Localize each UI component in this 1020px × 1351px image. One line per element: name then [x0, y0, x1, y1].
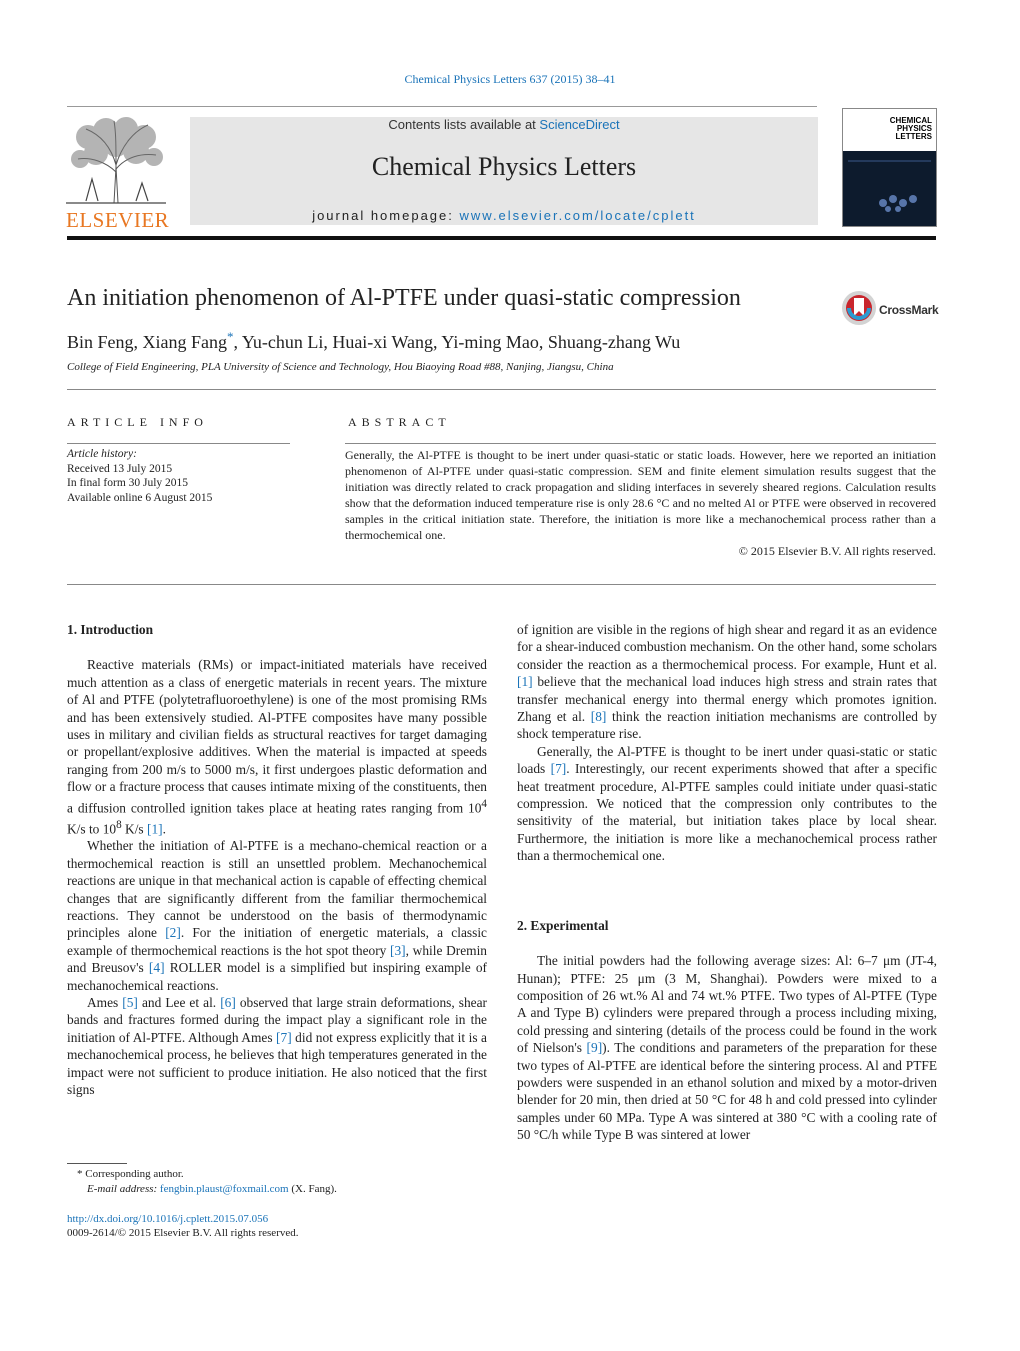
body-left-column [67, 621, 487, 1099]
abstract-block [345, 447, 936, 559]
article-info-rule [67, 443, 290, 444]
abstract-copyright: © 2015 Elsevier B.V. All rights reserved. [738, 544, 936, 558]
body-right-column [517, 621, 937, 1144]
header-thick-rule [67, 236, 936, 240]
cover-molecule-icon [843, 151, 936, 226]
online-date: Available online 6 August 2015 [67, 491, 213, 504]
final-form-date: In final form 30 July 2015 [67, 477, 189, 489]
author-list: Bin Feng, Xiang Fang*, Yu-chun Li, Huai-xi Wang, Yi-ming Mao, Shuang-zhang Wu [67, 329, 681, 352]
reference-link[interactable]: [5] [122, 995, 138, 1011]
paragraph: Reactive materials (RMs) or impact-initiated materials have received much attention as a class of energetic materials in recent years. The mixture of Al and PTFE (polytetrafluoroethylene) is one of the most promising RMs and has been extensively studied. Al-PTFE composites have many possible uses in military and civilian fields as structural reactives for target damaging or propellant/explosive additives. When the material is impacted at speeds ranging from 200 m/s to 5000 m/s, it first undergoes plastic deformation and flow or a fracture process that causes intimate mixing of the constituents, then a diffusion controlled ignition takes place at heating rates ranging from $10^4$ K/s to $10^8$ K/s [1]. [67, 657, 487, 836]
footnote: * Corresponding author. E-mail address: fengbin.plaust@foxmail.com (X. Fang). [77, 1168, 337, 1195]
article-history: Article history: Received 13 July 2015 In final form 30 July 2015 Available online 6 August 2015 [67, 448, 213, 504]
section-rule [67, 389, 936, 390]
journal-citation[interactable]: Chemical Physics Letters 637 (2015) 38–41 [404, 72, 616, 86]
journal-banner [190, 117, 818, 225]
footnote-rule [67, 1163, 127, 1164]
reference-link[interactable]: [9] [586, 1040, 603, 1056]
reference-link[interactable]: [7] [276, 1029, 292, 1045]
elsevier-wordmark: ELSEVIER [66, 208, 170, 232]
doi-link[interactable]: http://dx.doi.org/10.1016/j.cplett.2015.07.056 [67, 1213, 269, 1225]
abstract-heading: ABSTRACT [348, 415, 451, 429]
author-affiliation: College of Field Engineering, PLA University of Science and Technology, Hou Biaoying Road #88, Nanjing, Jiangsu, China [67, 361, 614, 373]
section-heading-experimental: 2. Experimental [517, 917, 609, 933]
paragraph: Generally, the Al-PTFE is thought to be inert under quasi-static or static loads [7]. Interestingly, our recent experiments showed that after a specific heat treatment procedure, Al-PTFE samples could initiate under quasi-static compression. We noticed that the compression only contributes to the sensitivity of the material, but initiation takes place by local shear. Furthermore, the initiation is more like a mechanochemical process rather than a thermochemical one. [517, 743, 937, 864]
author-email-link[interactable]: fengbin.plaust@foxmail.com [159, 1183, 289, 1195]
paragraph: Ames [5] and Lee et al. [6] observed that large strain deformations, shear bands and fractures formed during the impact play a significant role in the initiation of Al-PTFE. Although Ames [7] did not express explicitly that it is a mechanochemical process, he believes that high temperatures generated in the impact were not sufficient to produce initiation. He also noticed that the first signs [67, 995, 487, 1098]
paragraph: of ignition are visible in the regions of high shear and regard it as an evidence for a shear-induced combustion mechanism. On the other hand, some scholars consider the reaction as a thermochemical process. For example, Hunt et al. [1] believe that the mechanical load induces high stress and strain rates that transfer mechanical energy into thermal energy which promotes ignition. Zhang et al. [8] think the reaction initiation mechanisms are controlled by shock temperature rise. [517, 622, 938, 742]
crossmark-badge[interactable] [841, 290, 941, 328]
crossmark-icon [841, 290, 877, 326]
journal-cover-image[interactable] [842, 108, 937, 227]
journal-homepage-link[interactable]: www.elsevier.com/locate/cplett [459, 208, 696, 223]
header-rule [67, 106, 817, 107]
doi-block [67, 1212, 299, 1240]
contents-line: Contents lists available at ScienceDirect [388, 117, 620, 132]
reference-link[interactable]: [8] [590, 709, 607, 725]
section-heading-introduction: 1. Introduction [67, 622, 154, 637]
reference-link[interactable]: [3] [390, 942, 406, 958]
journal-title: Chemical Physics Letters [371, 152, 637, 181]
paragraph: The initial powders had the following average sizes: Al: 6–7 μm (JT-4, Hunan); PTFE: 25 μm (3 M, Shanghai). Powders were mixed to a composition of 26 wt.% Al and 74 wt.% PTFE. Two types of Al-PTFE (Type A and Type B) cylinders were prepared through a process including mixing, cold pressing and sintering (details of the process could be found in the work of Nielson's [9]). The conditions and parameters of the preparation for these two types of Al-PTFE are identical before the sintering process. Al and PTFE powders were suspended in an ethanol solution and mixed by a motor-driven blender for 20 min, then dried at 50 °C for 48 h and cold pressed into cylinder samples under 60 MPa. Type A was sintered at 380 °C with a cooling rate of 50 °C/h while Type B was sintered at lower [517, 953, 937, 1143]
received-date: Received 13 July 2015 [67, 462, 173, 475]
issn-copyright: 0009-2614/© 2015 Elsevier B.V. All rights reserved. [67, 1227, 299, 1239]
section-rule [67, 584, 936, 585]
article-title: An initiation phenomenon of Al-PTFE under quasi-static compression [67, 285, 741, 311]
reference-link[interactable]: [6] [220, 995, 236, 1011]
homepage-line: journal homepage: www.elsevier.com/locate/cplett [312, 208, 696, 223]
paragraph: Whether the initiation of Al-PTFE is a mechano-chemical reaction or a thermochemical reaction is still an unsettled problem. Mechanochemical reactions are unique in that mechanical action is capable of effecting chemical changes that are significantly different from the familiar thermochemical reactions. They cannot be understood on the basis of thermodynamic principles alone [2]. For the initiation of energetic materials, a classic example of thermochemical reactions is the hot spot theory [3], while Dremin and Breusov's [4] ROLLER model is a simplified but inspiring example of mechanochemical reactions. [67, 838, 488, 993]
cover-title: CHEMICAL PHYSICS LETTERS [889, 116, 932, 141]
sciencedirect-link[interactable]: ScienceDirect [539, 117, 620, 132]
reference-link[interactable]: [2] [165, 925, 181, 941]
abstract-rule [345, 443, 936, 444]
corresponding-author-marker[interactable]: * [227, 329, 234, 344]
crossmark-label: CrossMark [879, 303, 939, 317]
elsevier-tree-icon [66, 117, 166, 205]
elsevier-logo[interactable] [66, 117, 170, 232]
reference-link[interactable]: [7] [550, 761, 567, 777]
article-info-heading: ARTICLE INFO [67, 415, 208, 429]
reference-link[interactable]: [1] [517, 674, 533, 690]
reference-link[interactable]: [4] [148, 960, 165, 976]
reference-link[interactable]: [1] [147, 821, 163, 836]
abstract-text: Generally, the Al-PTFE is thought to be inert under quasi-static or static loads. However, here we reported an initiation phenomenon of Al-PTFE under quasi-static compression. SEM and finite element simulation results suggest that the initiation was directly related to crack propagation and sliding interfaces in severely sheared regions. Calculation results show that the deformation induced temperature rise is only 28.6 °C and no melted Al or PTFE were observed in recovered samples in the critical initiation state. Therefore, the initiation is more like a mechanochemical process rather than a thermochemical one. [345, 448, 936, 542]
